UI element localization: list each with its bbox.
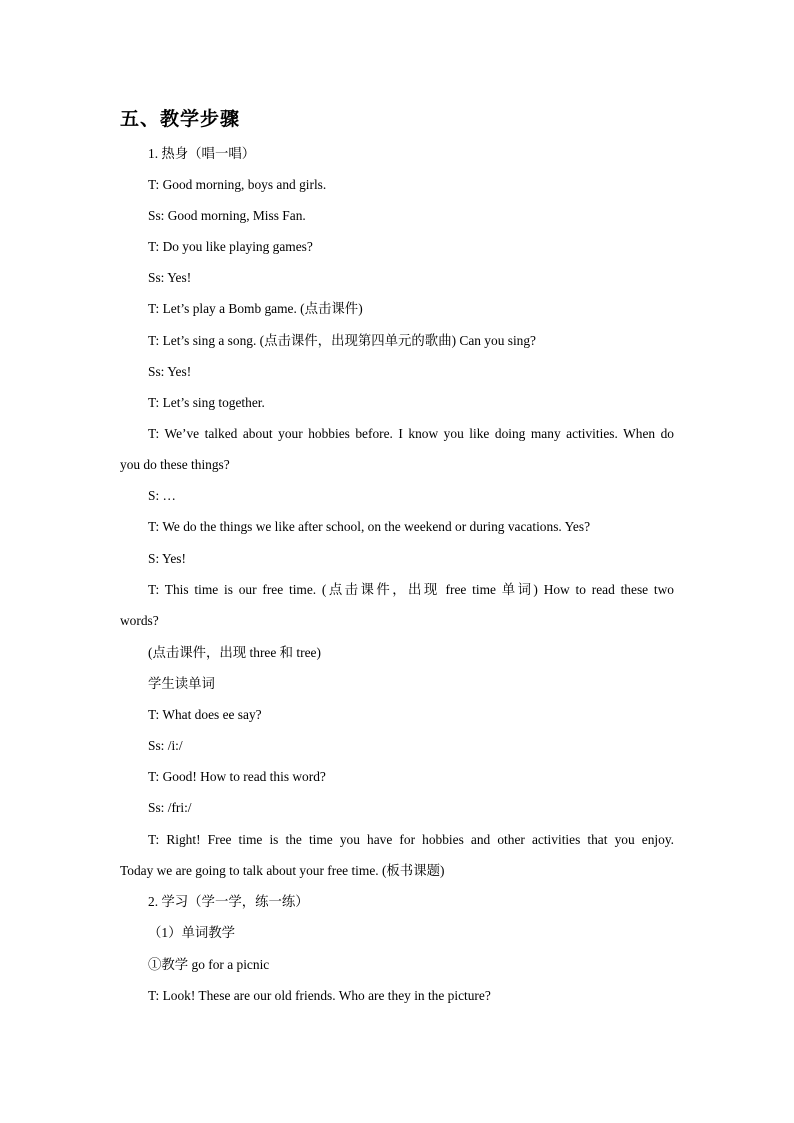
text-line: Ss: Good morning, Miss Fan. [148,208,306,223]
text-line: T: Do you like playing games? [148,239,313,254]
text-line: you do these things? [120,457,230,472]
text-line: S: … [148,488,176,503]
text-line: Ss: Yes! [148,270,192,285]
text-line: 2. 学习（学一学，练一练） [148,894,309,909]
text-line: T: Look! These are our old friends. Who are they in the picture? [148,988,491,1003]
text-line: Ss: /fri:/ [148,800,192,815]
text-line: Ss: /i:/ [148,738,183,753]
text-line: 1. 热身（唱一唱） [148,146,256,161]
text-line: words? [120,613,159,628]
text-line: T: Good morning, boys and girls. [148,177,327,192]
text-line: T: We’ve talked about your hobbies before. I know you like doing many activities. When do [148,426,674,441]
text-line: Ss: Yes! [148,364,192,379]
text-line: S: Yes! [148,551,186,566]
text-line: (点击课件，出现 three 和 tree) [148,645,321,660]
text-line: T: This time is our free time. (点击课件，出现 free time 单词) How to read these two [148,582,674,597]
text-line: Today we are going to talk about your free time. (板书课题) [120,863,445,878]
text-line: T: Let’s sing together. [148,395,265,410]
text-line: T: What does ee say? [148,707,262,722]
text-line: ①教学 go for a picnic [148,957,270,972]
text-line: T: Let’s play a Bomb game. (点击课件) [148,301,363,316]
text-line: （1）单词教学 [148,925,236,940]
text-line: T: Let’s sing a song. (点击课件，出现第四单元的歌曲) Can you sing? [148,333,537,348]
text-line: T: We do the things we like after school, on the weekend or during vacations. Yes? [148,519,591,534]
text-line: T: Right! Free time is the time you have for hobbies and other activities that you enjoy. [148,832,674,847]
text-line: 学生读单词 [148,676,215,691]
text-line: T: Good! How to read this word? [148,769,326,784]
section-heading: 五、教学步骤 [120,109,241,130]
